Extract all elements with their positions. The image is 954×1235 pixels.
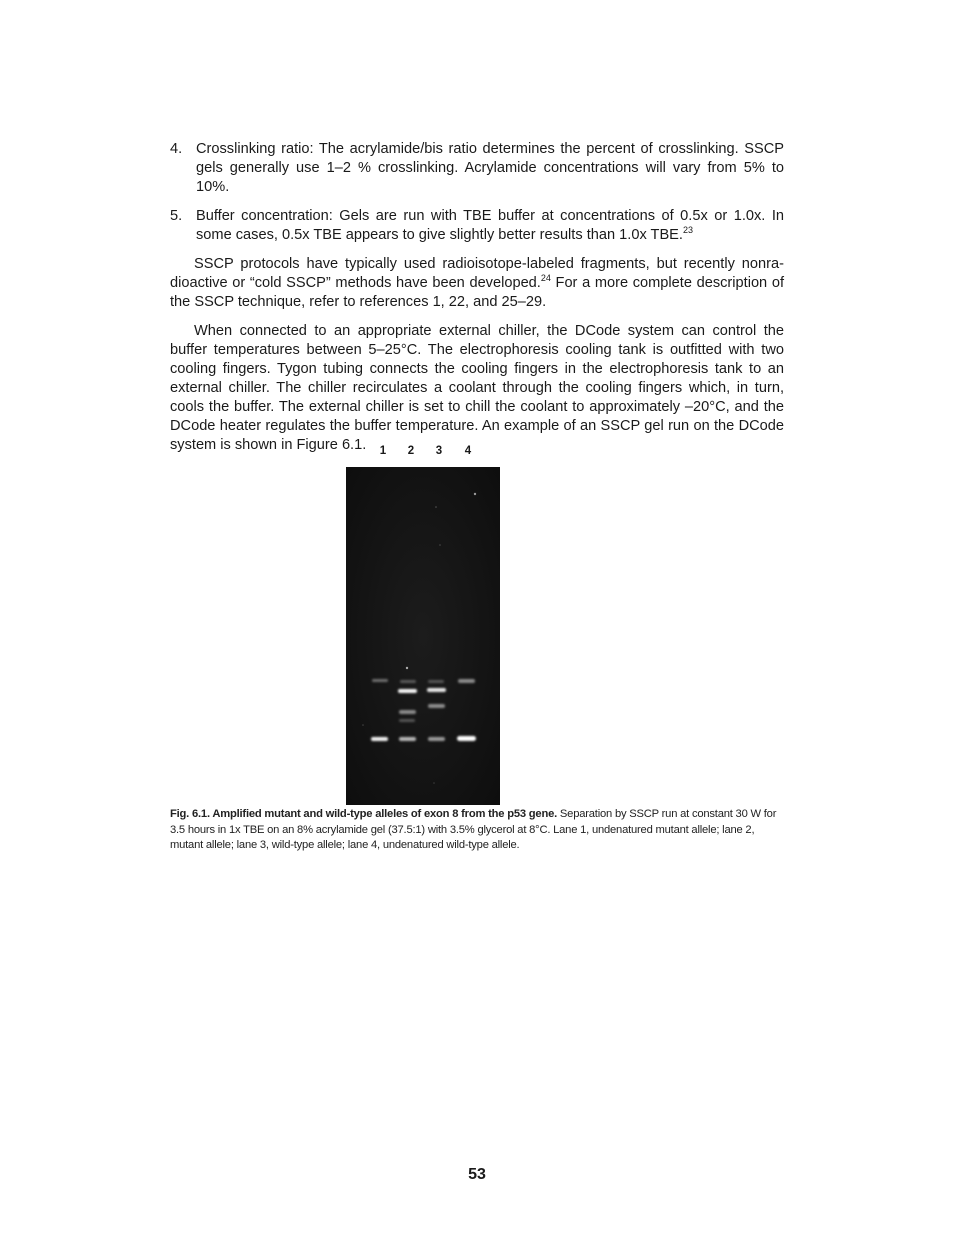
gel-band	[428, 704, 445, 708]
gel-band	[399, 710, 416, 714]
lane-label-1: 1	[379, 445, 387, 457]
gel-speck	[406, 667, 408, 669]
paragraph-chiller: When connected to an appropriate external chiller, the DCode system can control the buffer temperatures between 5–25°C. The electrophoresis cooling tank is outfitted with two cooling fingers. Tygon tubing connects the cooling fingers in the electrophoresis tank to an external chiller. The chiller recirculates a coolant through the cooling fingers which, in turn, cools the buffer. The external chiller is set to chill the coolant to approximately –20°C, and the DCode heater regulates the buffer temperature. An example of an SSCP gel run on the DCode system is shown in Figure 6.1.	[170, 323, 784, 453]
lane-labels	[346, 443, 500, 465]
reference-superscript: 23	[682, 225, 693, 236]
caption-title: Fig. 6.1. Amplified mutant and wild-type alleles of exon 8 from the p53 gene.	[170, 808, 558, 820]
gel-photo	[346, 467, 500, 805]
gel-band	[457, 736, 476, 741]
gel-speck	[439, 544, 441, 546]
gel-band	[371, 737, 388, 741]
gel-speck	[362, 724, 364, 726]
lane-label-4: 4	[464, 445, 472, 457]
list-text: Buffer concentration: Gels are run with TBE buffer at concentrations of 0.5x or 1.0x. In some cases, 0.5x TBE appears to give slightly better results than 1.0x TBE.	[196, 208, 784, 243]
body-text	[170, 140, 784, 465]
lane-label-3: 3	[435, 445, 443, 457]
reference-superscript: 24	[540, 273, 551, 284]
gel-band	[399, 719, 415, 722]
gel-speck	[433, 782, 435, 784]
gel-band	[399, 737, 416, 741]
gel-band	[428, 680, 444, 683]
gel-speck	[474, 493, 476, 495]
list-item-4	[170, 140, 784, 197]
gel-band	[427, 688, 446, 692]
list-item-5	[170, 207, 784, 245]
gel-image	[346, 467, 500, 805]
paragraph-sscp	[170, 255, 784, 312]
gel-figure	[346, 443, 500, 465]
caption-text: Separation by SSCP run at constant 30 W for 3.5 hours in 1x TBE on an 8% acrylamide gel (37.5:1) with 3.5% glycerol at 8°C. Lane 1, undenatured mutant allele; lane 2, mutant allele; lane 3, wild-type allele; lane 4, undenatured wild-type allele.	[170, 808, 777, 851]
paragraph-text: SSCP protocols have typically used radioisotope-labeled fragments, but recently nonradioactive or “cold SSCP” methods have been developed.	[170, 256, 784, 291]
list-text: Crosslinking ratio: The acrylamide/bis ratio determines the percent of crosslinking. SSCP gels generally use 1–2 % crosslinking. Acrylamide concentrations will vary from 5% to 10%.	[196, 141, 784, 195]
paragraph-text: For a more complete description of the SSCP technique, refer to references 1, 22, and 25–29.	[170, 275, 784, 310]
gel-speck	[435, 506, 437, 508]
gel-band	[428, 737, 445, 741]
page-number: 53	[468, 1166, 486, 1183]
figure-caption	[170, 807, 784, 854]
list-number: 5.	[170, 208, 183, 224]
lane-label-2: 2	[407, 445, 415, 457]
gel-band	[458, 679, 475, 683]
gel-band	[398, 689, 417, 693]
gel-band	[400, 680, 416, 683]
list-number: 4.	[170, 141, 183, 157]
gel-band	[372, 679, 388, 682]
